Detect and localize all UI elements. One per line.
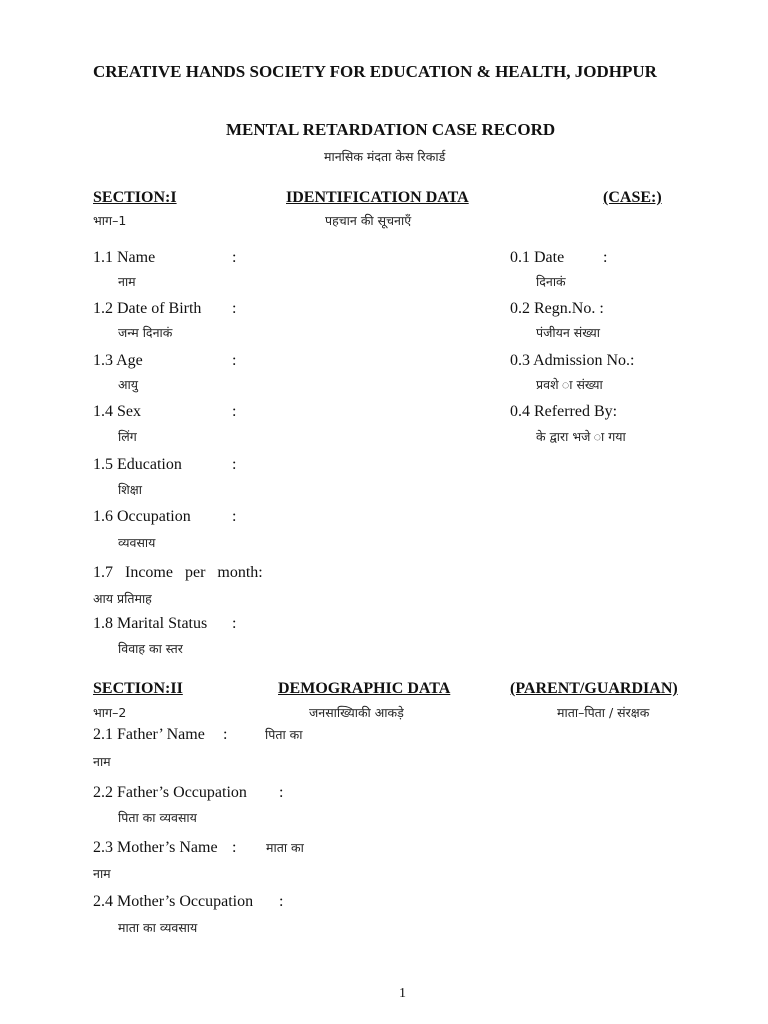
field-label-hindi: माता का व्यवसाय <box>118 920 198 935</box>
field-label-hindi: प्रवशे ा संख्या <box>536 377 603 392</box>
field-label: 1.7 Income per month: <box>93 564 263 581</box>
field-colon: : <box>232 456 237 473</box>
field-label: 1.6 Occupation <box>93 508 191 525</box>
field-label: 1.4 Sex <box>93 403 141 420</box>
field-label: 1.8 Marital Status <box>93 615 208 632</box>
field-label: 1.3 Age <box>93 352 143 369</box>
section-2-label: SECTION:II <box>93 680 183 697</box>
section-1-title-hindi: पहचान की सूचनाएँ <box>325 213 412 228</box>
field-colon: : <box>232 352 237 369</box>
field-colon: : <box>603 249 608 266</box>
field-label: 2.4 Mother’s Occupation <box>93 893 254 910</box>
section-1-case: (CASE:) <box>603 189 662 206</box>
field-label-hindi: जन्म दिनाकं <box>118 325 173 340</box>
section-2-label-hindi: भाग–2 <box>93 705 127 720</box>
field-label-hindi: दिनाकं <box>536 274 566 289</box>
section-1-title: IDENTIFICATION DATA <box>286 189 469 206</box>
field-label: 1.1 Name <box>93 249 156 266</box>
section-2-who: (PARENT/GUARDIAN) <box>510 680 678 697</box>
field-label-hindi: शिक्षा <box>118 482 142 497</box>
field-label-hindi-inline: माता का <box>266 840 304 855</box>
field-label: 1.5 Education <box>93 456 182 473</box>
field-colon: : <box>232 403 237 420</box>
field-label-hindi: नाम <box>93 866 111 881</box>
organization-name: CREATIVE HANDS SOCIETY FOR EDUCATION & HEALTH, JODHPUR <box>93 62 657 81</box>
field-label: 0.2 Regn.No. : <box>510 300 604 317</box>
form-title: MENTAL RETARDATION CASE RECORD <box>226 120 556 139</box>
section-2-who-hindi: माता–पिता / संरक्षक <box>557 705 650 720</box>
field-label-hindi: के द्वारा भजे ा गया <box>536 429 626 444</box>
field-label: 0.4 Referred By: <box>510 403 618 420</box>
form-title-hindi: मानसिक मंदता केस रिकार्ड <box>324 149 446 164</box>
field-label-hindi-inline: पिता का <box>265 727 303 742</box>
section-1-label-hindi: भाग–1 <box>93 213 127 228</box>
field-label-hindi: नाम <box>118 274 136 289</box>
field-label-hindi: व्यवसाय <box>118 535 156 550</box>
field-label-hindi: आयु <box>118 377 139 392</box>
field-label: 0.1 Date <box>510 249 565 266</box>
section-2-title: DEMOGRAPHIC DATA <box>278 680 451 697</box>
section-2-title-hindi: जनसाख्यिाकी आकड़े <box>309 705 404 720</box>
field-label-hindi: विवाह का स्तर <box>118 641 183 656</box>
field-colon: : <box>279 893 284 910</box>
field-label-hindi: लिंग <box>118 429 137 444</box>
page-number: 1 <box>399 986 406 1001</box>
field-label: 1.2 Date of Birth <box>93 300 202 317</box>
section-1-label: SECTION:I <box>93 189 177 206</box>
field-label: 2.1 Father’ Name <box>93 726 205 743</box>
field-label: 2.3 Mother’s Name <box>93 839 218 856</box>
field-label: 2.2 Father’s Occupation <box>93 784 247 801</box>
field-colon: : <box>279 784 284 801</box>
field-label-hindi: आय प्रतिमाह <box>93 591 152 606</box>
field-label-hindi: पिता का व्यवसाय <box>118 810 197 825</box>
field-label-hindi: नाम <box>93 754 111 769</box>
field-colon: : <box>232 249 237 266</box>
field-colon: : <box>232 615 237 632</box>
field-colon: : <box>232 300 237 317</box>
field-colon: : <box>223 726 228 743</box>
field-colon: : <box>232 508 237 525</box>
field-label: 0.3 Admission No.: <box>510 352 635 369</box>
field-label-hindi: पंजीयन संख्या <box>536 325 601 340</box>
field-colon: : <box>232 839 237 856</box>
